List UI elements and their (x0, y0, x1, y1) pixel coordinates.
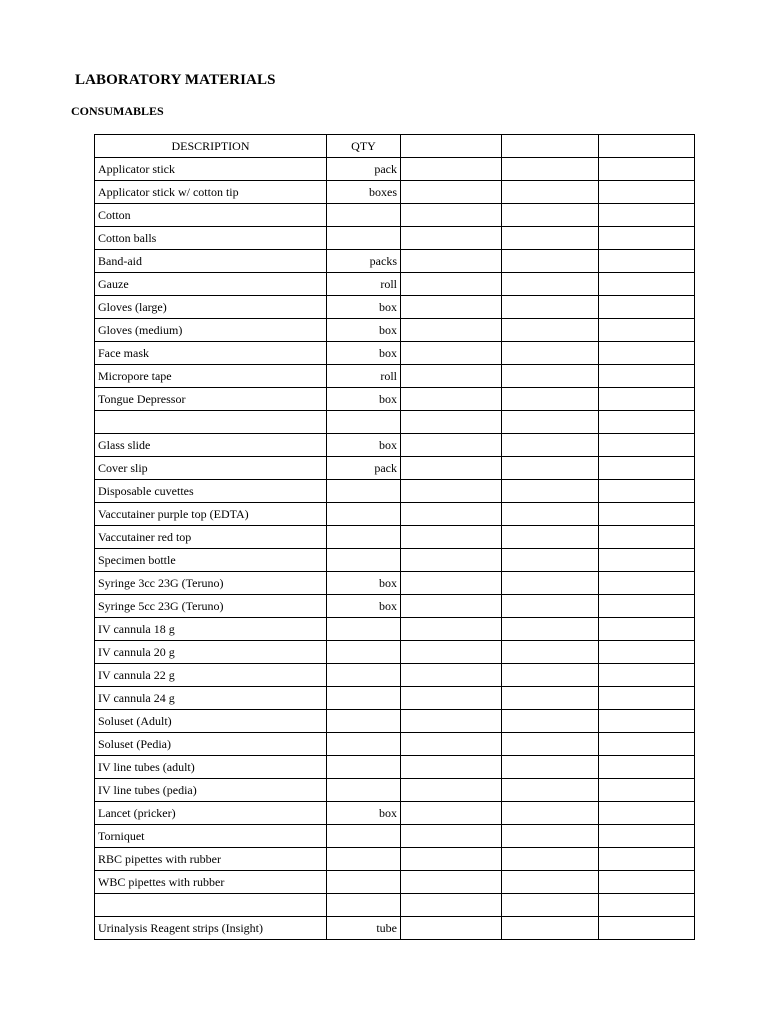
blank-cell-1 (401, 204, 502, 227)
table-row (95, 227, 695, 250)
blank-cell-3 (599, 158, 695, 181)
document-title: LABORATORY MATERIALS (75, 72, 276, 88)
blank-cell-1 (401, 158, 502, 181)
blank-cell-3 (599, 710, 695, 733)
description-cell: Lancet (pricker) (95, 802, 327, 825)
description-cell: WBC pipettes with rubber (95, 871, 327, 894)
blank-cell-2 (502, 273, 599, 296)
blank-cell-1 (401, 319, 502, 342)
blank-cell-2 (502, 687, 599, 710)
table-row (95, 181, 695, 204)
blank-cell-2 (502, 917, 599, 940)
table-row (95, 917, 695, 940)
blank-cell-2 (502, 894, 599, 917)
blank-cell-2 (502, 710, 599, 733)
description-cell: Specimen bottle (95, 549, 327, 572)
table-row (95, 641, 695, 664)
description-cell: Vaccutainer red top (95, 526, 327, 549)
description-cell: Vaccutainer purple top (EDTA) (95, 503, 327, 526)
description-cell: Soluset (Adult) (95, 710, 327, 733)
qty-cell (327, 779, 401, 802)
blank-cell-2 (502, 480, 599, 503)
blank-cell-1 (401, 250, 502, 273)
section-title: CONSUMABLES (71, 104, 164, 118)
blank-cell-1 (401, 526, 502, 549)
qty-cell: box (327, 572, 401, 595)
blank-cell-2 (502, 342, 599, 365)
blank-cell-3 (599, 871, 695, 894)
blank-cell-2 (502, 756, 599, 779)
table-row (95, 273, 695, 296)
blank-cell-3 (599, 227, 695, 250)
header-qty: QTY (327, 135, 401, 158)
header-blank-3 (599, 135, 695, 158)
description-cell: Face mask (95, 342, 327, 365)
description-cell: Urinalysis Reagent strips (Insight) (95, 917, 327, 940)
blank-cell-3 (599, 917, 695, 940)
blank-cell-3 (599, 319, 695, 342)
blank-cell-2 (502, 434, 599, 457)
qty-cell: tube (327, 917, 401, 940)
blank-cell-3 (599, 802, 695, 825)
qty-cell (327, 480, 401, 503)
blank-cell-1 (401, 664, 502, 687)
qty-cell (327, 733, 401, 756)
description-cell: Band-aid (95, 250, 327, 273)
description-cell: Soluset (Pedia) (95, 733, 327, 756)
blank-cell-3 (599, 480, 695, 503)
blank-cell-1 (401, 871, 502, 894)
table-row (95, 595, 695, 618)
qty-cell: roll (327, 365, 401, 388)
blank-cell-3 (599, 503, 695, 526)
materials-table (94, 134, 695, 940)
blank-cell-1 (401, 917, 502, 940)
blank-cell-2 (502, 618, 599, 641)
blank-cell-3 (599, 595, 695, 618)
table-row (95, 503, 695, 526)
qty-cell: roll (327, 273, 401, 296)
blank-cell-2 (502, 457, 599, 480)
blank-cell-3 (599, 641, 695, 664)
blank-cell-2 (502, 641, 599, 664)
blank-cell-3 (599, 733, 695, 756)
table-row (95, 687, 695, 710)
qty-cell: pack (327, 158, 401, 181)
blank-cell-2 (502, 595, 599, 618)
blank-cell-3 (599, 894, 695, 917)
table-row (95, 457, 695, 480)
description-cell: IV line tubes (pedia) (95, 779, 327, 802)
qty-cell: box (327, 595, 401, 618)
table-row (95, 342, 695, 365)
description-cell: Glass slide (95, 434, 327, 457)
table-row (95, 411, 695, 434)
qty-cell (327, 848, 401, 871)
blank-cell-1 (401, 779, 502, 802)
blank-cell-1 (401, 273, 502, 296)
blank-cell-2 (502, 549, 599, 572)
qty-cell: box (327, 296, 401, 319)
table-row (95, 710, 695, 733)
table-row (95, 779, 695, 802)
blank-cell-3 (599, 618, 695, 641)
description-cell: IV cannula 22 g (95, 664, 327, 687)
blank-cell-2 (502, 204, 599, 227)
description-cell (95, 411, 327, 434)
blank-cell-2 (502, 526, 599, 549)
blank-cell-3 (599, 204, 695, 227)
blank-cell-2 (502, 158, 599, 181)
qty-cell (327, 710, 401, 733)
qty-cell: box (327, 388, 401, 411)
qty-cell (327, 204, 401, 227)
blank-cell-1 (401, 296, 502, 319)
blank-cell-2 (502, 388, 599, 411)
table-row (95, 365, 695, 388)
blank-cell-2 (502, 296, 599, 319)
blank-cell-1 (401, 641, 502, 664)
table-row (95, 572, 695, 595)
qty-cell (327, 641, 401, 664)
qty-cell: packs (327, 250, 401, 273)
table-row (95, 664, 695, 687)
table-row (95, 319, 695, 342)
qty-cell: pack (327, 457, 401, 480)
blank-cell-1 (401, 342, 502, 365)
blank-cell-1 (401, 848, 502, 871)
description-cell: IV cannula 24 g (95, 687, 327, 710)
blank-cell-3 (599, 434, 695, 457)
table-row (95, 250, 695, 273)
table-row (95, 549, 695, 572)
blank-cell-2 (502, 227, 599, 250)
header-description: DESCRIPTION (95, 135, 327, 158)
qty-cell (327, 227, 401, 250)
blank-cell-1 (401, 572, 502, 595)
table-row (95, 296, 695, 319)
blank-cell-3 (599, 756, 695, 779)
blank-cell-1 (401, 388, 502, 411)
qty-cell: box (327, 434, 401, 457)
qty-cell: box (327, 342, 401, 365)
description-cell: Cotton balls (95, 227, 327, 250)
blank-cell-3 (599, 181, 695, 204)
table-row (95, 388, 695, 411)
blank-cell-2 (502, 411, 599, 434)
description-cell: Applicator stick (95, 158, 327, 181)
blank-cell-1 (401, 480, 502, 503)
description-cell: IV cannula 18 g (95, 618, 327, 641)
table-row (95, 480, 695, 503)
blank-cell-1 (401, 825, 502, 848)
blank-cell-3 (599, 365, 695, 388)
table-row (95, 756, 695, 779)
blank-cell-2 (502, 319, 599, 342)
description-cell: Syringe 5cc 23G (Teruno) (95, 595, 327, 618)
blank-cell-2 (502, 572, 599, 595)
blank-cell-1 (401, 227, 502, 250)
blank-cell-3 (599, 687, 695, 710)
blank-cell-2 (502, 779, 599, 802)
blank-cell-2 (502, 181, 599, 204)
blank-cell-3 (599, 572, 695, 595)
description-cell: Gauze (95, 273, 327, 296)
description-cell: Disposable cuvettes (95, 480, 327, 503)
blank-cell-1 (401, 181, 502, 204)
blank-cell-1 (401, 894, 502, 917)
table-row (95, 825, 695, 848)
qty-cell (327, 526, 401, 549)
blank-cell-1 (401, 434, 502, 457)
blank-cell-1 (401, 710, 502, 733)
blank-cell-2 (502, 664, 599, 687)
qty-cell (327, 825, 401, 848)
blank-cell-3 (599, 848, 695, 871)
blank-cell-3 (599, 825, 695, 848)
blank-cell-3 (599, 388, 695, 411)
blank-cell-1 (401, 457, 502, 480)
table-row (95, 733, 695, 756)
table-row (95, 802, 695, 825)
description-cell: Torniquet (95, 825, 327, 848)
blank-cell-2 (502, 503, 599, 526)
table-row (95, 434, 695, 457)
blank-cell-1 (401, 687, 502, 710)
qty-cell (327, 687, 401, 710)
blank-cell-2 (502, 250, 599, 273)
qty-cell: boxes (327, 181, 401, 204)
description-cell: Gloves (large) (95, 296, 327, 319)
description-cell: Syringe 3cc 23G (Teruno) (95, 572, 327, 595)
table-row (95, 204, 695, 227)
qty-cell (327, 549, 401, 572)
blank-cell-3 (599, 411, 695, 434)
blank-cell-3 (599, 457, 695, 480)
description-cell: Applicator stick w/ cotton tip (95, 181, 327, 204)
blank-cell-3 (599, 296, 695, 319)
qty-cell (327, 756, 401, 779)
qty-cell (327, 411, 401, 434)
qty-cell (327, 664, 401, 687)
table-header-row (95, 135, 695, 158)
header-blank-1 (401, 135, 502, 158)
blank-cell-2 (502, 802, 599, 825)
table-body (95, 158, 695, 940)
description-cell: Cover slip (95, 457, 327, 480)
blank-cell-3 (599, 526, 695, 549)
table-row (95, 848, 695, 871)
blank-cell-3 (599, 342, 695, 365)
blank-cell-1 (401, 802, 502, 825)
description-cell: Micropore tape (95, 365, 327, 388)
blank-cell-1 (401, 756, 502, 779)
description-cell: Tongue Depressor (95, 388, 327, 411)
qty-cell (327, 871, 401, 894)
table-row (95, 871, 695, 894)
table-row (95, 618, 695, 641)
blank-cell-3 (599, 549, 695, 572)
blank-cell-1 (401, 503, 502, 526)
blank-cell-2 (502, 365, 599, 388)
table-row (95, 158, 695, 181)
blank-cell-3 (599, 273, 695, 296)
description-cell: IV line tubes (adult) (95, 756, 327, 779)
description-cell: Gloves (medium) (95, 319, 327, 342)
qty-cell: box (327, 802, 401, 825)
blank-cell-3 (599, 779, 695, 802)
qty-cell (327, 618, 401, 641)
description-cell: Cotton (95, 204, 327, 227)
description-cell (95, 894, 327, 917)
blank-cell-2 (502, 871, 599, 894)
qty-cell: box (327, 319, 401, 342)
blank-cell-2 (502, 848, 599, 871)
blank-cell-1 (401, 411, 502, 434)
blank-cell-2 (502, 825, 599, 848)
table-row (95, 894, 695, 917)
description-cell: RBC pipettes with rubber (95, 848, 327, 871)
description-cell: IV cannula 20 g (95, 641, 327, 664)
blank-cell-3 (599, 250, 695, 273)
blank-cell-2 (502, 733, 599, 756)
header-blank-2 (502, 135, 599, 158)
blank-cell-1 (401, 595, 502, 618)
qty-cell (327, 894, 401, 917)
blank-cell-1 (401, 618, 502, 641)
blank-cell-1 (401, 733, 502, 756)
blank-cell-3 (599, 664, 695, 687)
blank-cell-1 (401, 365, 502, 388)
table-row (95, 526, 695, 549)
qty-cell (327, 503, 401, 526)
blank-cell-1 (401, 549, 502, 572)
